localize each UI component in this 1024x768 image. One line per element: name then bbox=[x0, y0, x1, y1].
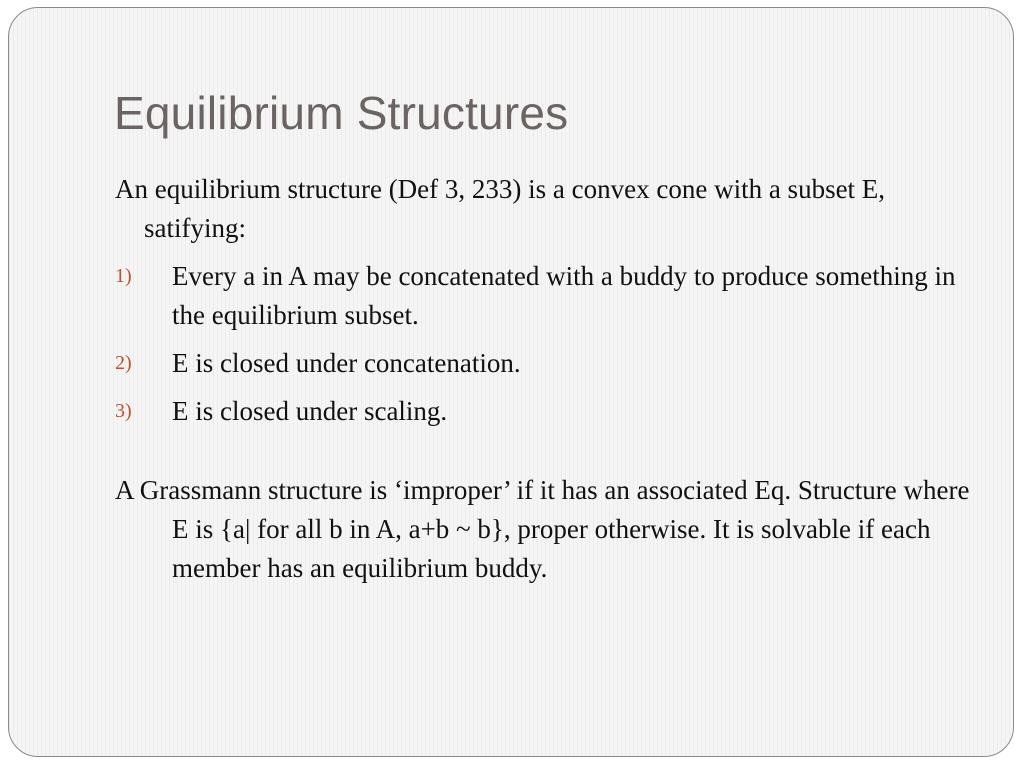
list-number: 3) bbox=[115, 400, 132, 422]
grassmann-paragraph: A Grassmann structure is ‘improper’ if it has an associated Eq. Structure where E is {a| for all b in A, a+b ~ b}, proper otherwise. It is solvable if each member has an equilibrium buddy. bbox=[115, 475, 970, 583]
list-item bbox=[115, 257, 975, 335]
slide-body bbox=[115, 170, 975, 588]
intro-paragraph: An equilibrium structure (Def 3, 233) is a convex cone with a subset E, satifying: bbox=[115, 174, 886, 243]
list-text: E is closed under concatenation. bbox=[172, 348, 521, 378]
slide-title: Equilibrium Structures bbox=[114, 87, 569, 139]
list-number: 1) bbox=[115, 265, 132, 287]
list-number: 2) bbox=[115, 352, 132, 374]
list-item bbox=[115, 392, 975, 431]
list-text: E is closed under scaling. bbox=[172, 396, 448, 426]
list-item bbox=[115, 344, 975, 383]
conditions-list bbox=[115, 257, 975, 431]
list-text: Every a in A may be concatenated with a buddy to produce something in the equilibrium subset. bbox=[172, 261, 956, 330]
slide-frame bbox=[8, 7, 1014, 757]
